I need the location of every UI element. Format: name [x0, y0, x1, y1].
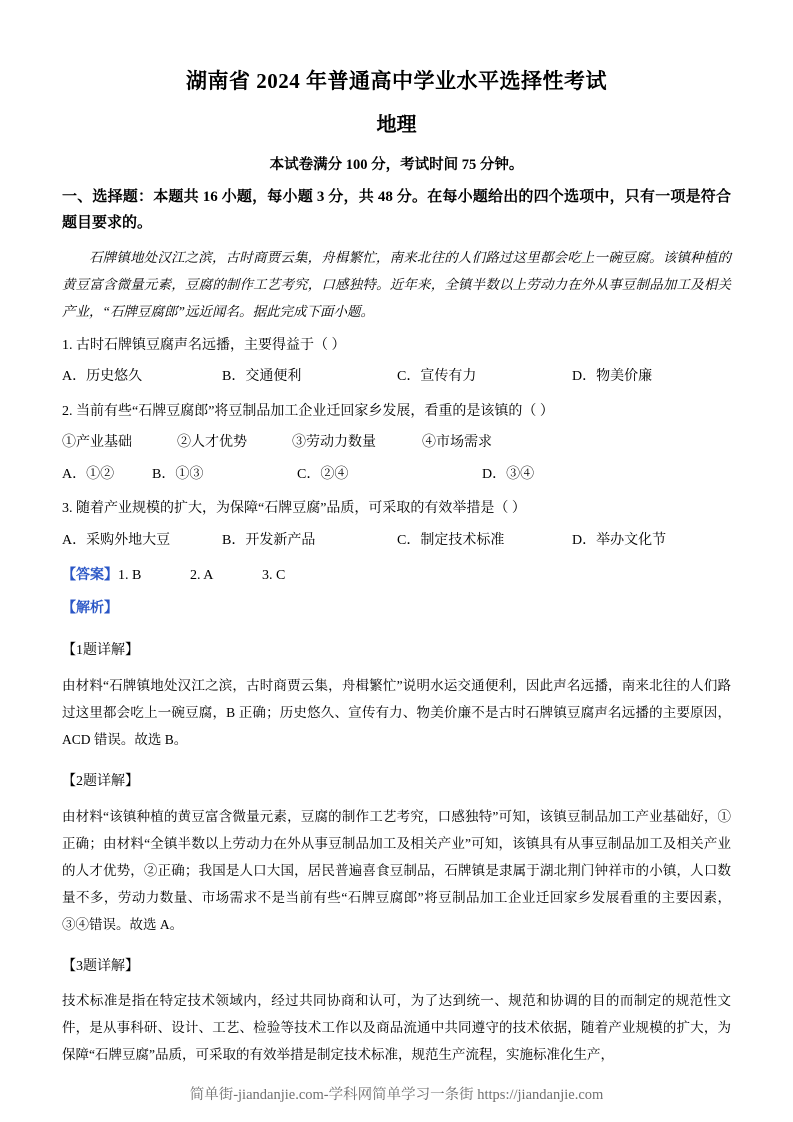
- question-stem-3: 3. 随着产业规模的扩大，为保障“石牌豆腐”品质，可采取的有效举措是（ ）: [62, 501, 526, 517]
- answer-items: [118, 563, 285, 590]
- answer-row: [62, 563, 731, 590]
- detail-heading-3: 【3题详解】: [62, 958, 139, 974]
- section-heading: 一、选择题：本题共 16 小题，每小题 3 分，共 48 分。在每小题给出的四个选项中，只有一项是符合题目要求的。: [62, 188, 731, 231]
- footer-watermark: 简单街-jiandanjie.com-学科网简单学习一条街 https://jiandanjie.com: [189, 1087, 604, 1103]
- option-2-item-2: ②人才优势: [177, 435, 247, 451]
- option-2-a[interactable]: A．①②: [62, 466, 115, 482]
- option-2-item-4: ④市场需求: [422, 435, 492, 451]
- question-options-1: [62, 364, 731, 391]
- detail-body-2: 由材料“该镇种植的黄豆富含微量元素，豆腐的制作工艺考究，口感独特”可知，该镇豆制品加工产业基础好，①正确；由材料“全镇半数以上劳动力在外从事豆制品加工及相关产业”可知，该镇具有从事豆制品加工及相关产业的人才优势，②正确；我国是人口大国，居民普遍喜食豆制品，石牌镇是隶属于湖北荆门钟祥市的小镇，人口数量不多，劳动力数量、市场需求不是当前有些“石牌豆腐郎”将豆制品加工企业迁回家乡发展看重的主要因素，③④错误。故选 A。: [62, 808, 731, 932]
- question-stem-1: 1. 古时石牌镇豆腐声名远播，主要得益于（ ）: [62, 338, 346, 353]
- question-options-2-numbered: [62, 430, 731, 457]
- option-2-c[interactable]: C．②④: [297, 466, 349, 482]
- answer-item-1: 1. B: [118, 568, 142, 584]
- option-3-a[interactable]: A．采购外地大豆: [62, 532, 171, 548]
- option-1-c[interactable]: C．宣传有力: [397, 369, 477, 385]
- option-3-d[interactable]: D．举办文化节: [572, 532, 667, 548]
- option-1-d[interactable]: D．物美价廉: [572, 369, 653, 385]
- detail-body-1: 由材料“石牌镇地处汉江之滨，古时商贾云集，舟楫繁忙”说明水运交通便利，因此声名远播，南来北往的人们路过这里都会吃上一碗豆腐，B 正确；历史悠久、宣传有力、物美价廉不是古时石牌镇豆腐声名远播的主要原因，ACD 错误。故选 B。: [62, 678, 731, 748]
- option-3-b[interactable]: B．开发新产品: [222, 532, 316, 548]
- subject-title: 地理: [376, 113, 417, 136]
- detail-body-3: 技术标准是指在特定技术领域内，经过共同协商和认可，为了达到统一、规范和协调的目的而制定的规范性文件，是从事科研、设计、工艺、检验等技术工作以及商品流通中共同遵守的技术依据，随着产业规模的扩大，为保障“石牌豆腐”品质，可采取的有效举措是制定技术标准，规范生产流程，实施标准化生产，: [62, 993, 731, 1063]
- option-1-b[interactable]: B．交通便利: [222, 369, 302, 385]
- analysis-row: [62, 596, 731, 623]
- option-1-a[interactable]: A．历史悠久: [62, 369, 143, 385]
- detail-heading-1: 【1题详解】: [62, 643, 139, 659]
- exam-info: 本试卷满分 100 分，考试时间 75 分钟。: [269, 156, 524, 173]
- page-title: 湖南省 2024 年普通高中学业水平选择性考试: [186, 69, 607, 93]
- question-options-2: [62, 462, 731, 489]
- option-3-c[interactable]: C．制定技术标准: [397, 532, 505, 548]
- analysis-label: 【解析】: [62, 600, 118, 616]
- option-2-b[interactable]: B．①③: [152, 466, 204, 482]
- option-2-item-3: ③劳动力数量: [292, 435, 376, 451]
- answer-label: 【答案】: [62, 568, 118, 584]
- detail-heading-2: 【2题详解】: [62, 774, 139, 790]
- option-2-d[interactable]: D．③④: [482, 466, 535, 482]
- option-2-item-1: ①产业基础: [62, 435, 132, 451]
- question-options-3: [62, 528, 731, 555]
- answer-item-2: 2. A: [190, 568, 214, 584]
- answer-item-3: 3. C: [262, 568, 286, 584]
- reading-material: 石牌镇地处汉江之滨，古时商贾云集，舟楫繁忙，南来北往的人们路过这里都会吃上一碗豆腐。该镇种植的黄豆富含微量元素，豆腐的制作工艺考究，口感独特。近年来，全镇半数以上劳动力在外从事豆制品加工及相关产业，“石牌豆腐郎”远近闻名。据此完成下面小题。: [62, 250, 731, 319]
- question-stem-2: 2. 当前有些“石牌豆腐郎”将豆制品加工企业迁回家乡发展，看重的是该镇的（ ）: [62, 403, 554, 419]
